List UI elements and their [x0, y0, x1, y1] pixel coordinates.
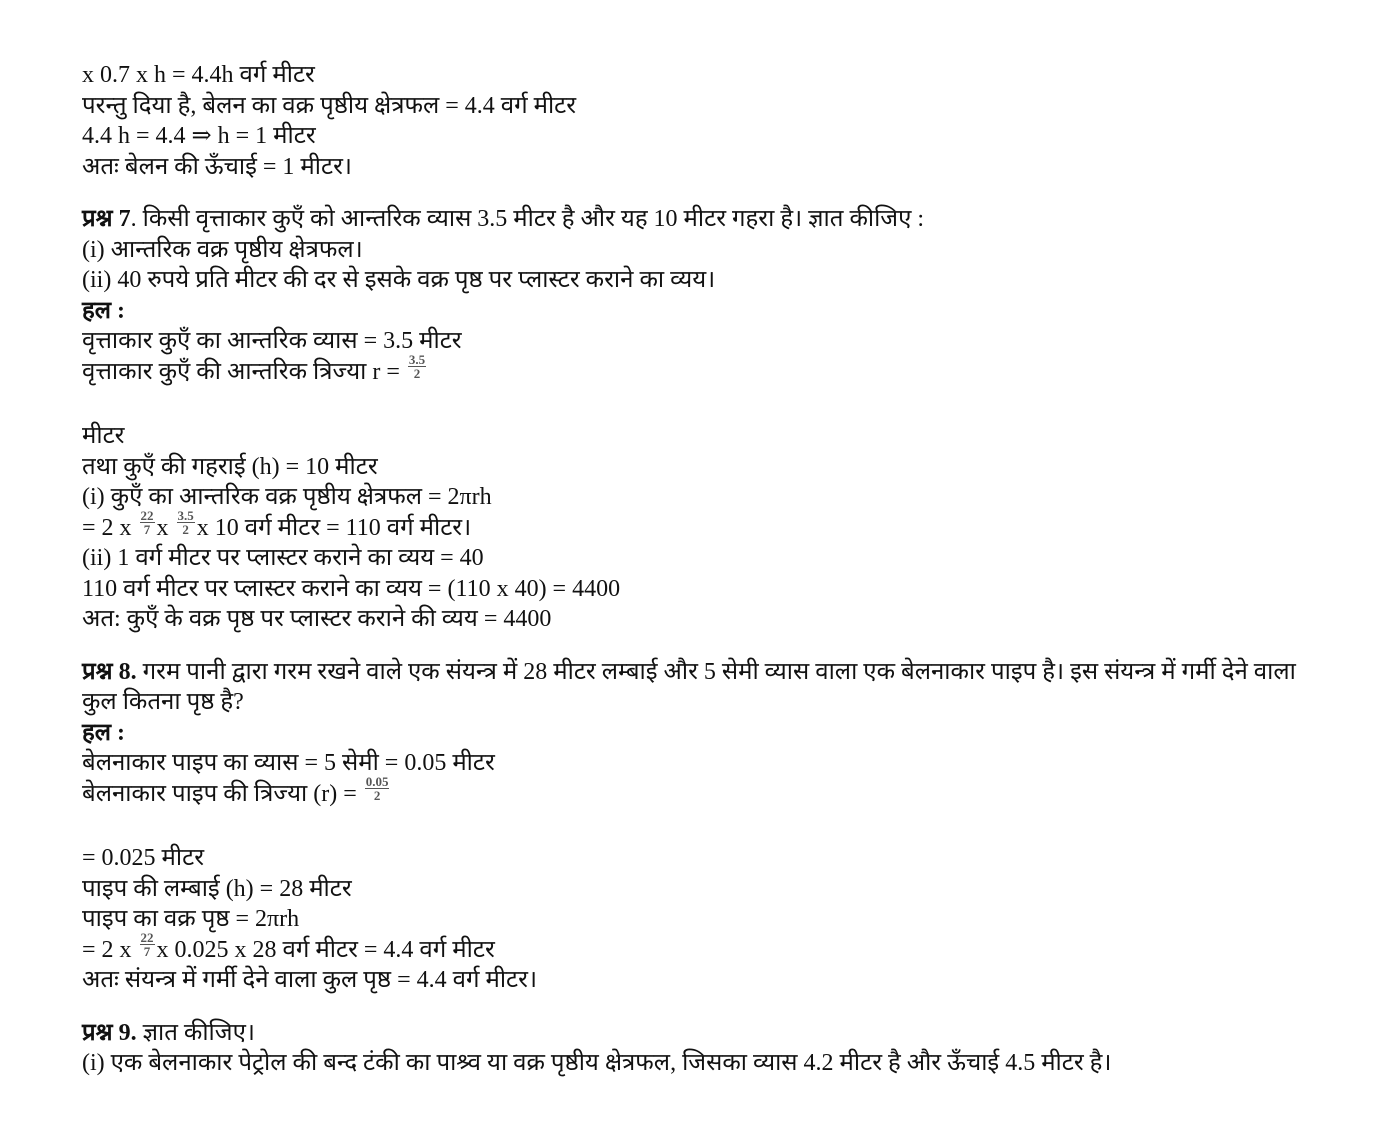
question-7: [82, 204, 1312, 235]
solution-line: (i) कुएँ का आन्तरिक वक्र पृष्ठीय क्षेत्रफल = 2πrh: [82, 484, 492, 510]
document-page: [82, 60, 1312, 1079]
question-text: ज्ञात कीजिए।: [136, 1019, 255, 1046]
question-part: (ii) 40 रुपये प्रति मीटर की दर से इसके वक्र पृष्ठ पर प्लास्टर कराने का व्यय।: [82, 267, 716, 293]
fraction: [408, 353, 426, 380]
question-label: प्रश्न 9.: [82, 1019, 137, 1046]
fraction: [140, 931, 155, 958]
solution-line: = 0.025 मीटर: [82, 845, 205, 871]
solution-line: (ii) 1 वर्ग मीटर पर प्लास्टर कराने का व्यय = 40: [82, 545, 484, 571]
fraction-numerator: 22: [140, 508, 154, 524]
fraction: [177, 509, 195, 536]
text-line: परन्तु दिया है, बेलन का वक्र पृष्ठीय क्षेत्रफल = 4.4 वर्ग मीटर: [82, 92, 577, 119]
solution-line: = 2 x $\frac{22}{7}$ x 0.025 x 28 वर्ग मीटर = 4.4 वर्ग मीटर: [82, 930, 495, 963]
fraction-numerator: 22: [140, 930, 154, 946]
fraction-denominator: 2: [413, 366, 421, 382]
solution-line: पाइप की लम्बाई (h) = 28 मीटर: [82, 875, 352, 902]
question-text: . किसी वृत्ताकार कुएँ को आन्तरिक व्यास 3.5 मीटर है और यह 10 मीटर गहरा है। ज्ञात कीजिए :: [130, 206, 925, 232]
fraction-denominator: 2: [373, 788, 381, 804]
solution-line: वृत्ताकार कुएँ का आन्तरिक व्यास = 3.5 मीटर: [82, 328, 462, 354]
fraction-numerator: 0.05: [365, 774, 389, 790]
fraction: [140, 509, 155, 536]
fraction-denominator: 2: [182, 522, 189, 538]
solution-line: अतः संयन्त्र में गर्मी देने वाला कुल पृष्ठ = 4.4 वर्ग मीटर।: [82, 967, 538, 993]
solution-line: बेलनाकार पाइप की त्रिज्या (r) = $\frac{0.05}{2}$: [82, 774, 389, 807]
text-line: 4.4 h = 4.4 ⇒ h = 1 मीटर: [82, 123, 316, 149]
solution-heading: हल :: [82, 297, 126, 324]
solution-line: तथा कुएँ की गहराई (h) = 10 मीटर: [82, 453, 378, 480]
solution-line: पाइप का वक्र पृष्ठ = 2πrh: [82, 906, 300, 932]
fraction-numerator: 3.5: [177, 508, 194, 524]
question-label: प्रश्न 7: [82, 206, 131, 232]
solution-line: 110 वर्ग मीटर पर प्लास्टर कराने का व्यय = (110 x 40) = 4400: [82, 575, 621, 602]
question-8: [82, 657, 1312, 718]
question-part: (i) एक बेलनाकार पेट्रोल की बन्द टंकी का पाश्र्व या वक्र पृष्ठीय क्षेत्रफल, जिसका व्यास 4.2 मीटर है और ऊँचाई 4.5 मीटर है।: [82, 1050, 1112, 1076]
question-label: प्रश्न 8.: [82, 658, 137, 685]
fraction-denominator: 7: [143, 522, 151, 538]
solution-line: = 2 x $\frac{22}{7}$ x $\frac{3.5}{2}$ x 10 वर्ग मीटर = 110 वर्ग मीटर।: [82, 508, 472, 541]
question-text: गरम पानी द्वारा गरम रखने वाले एक संयन्त्र में 28 मीटर लम्बाई और 5 सेमी व्यास वाला एक बेलनाकार पाइप है। इस संयन्त्र में गर्मी देने वाला कुल कितना पृष्ठ है?: [82, 658, 1296, 715]
solution-line: वृत्ताकार कुएँ की आन्तरिक त्रिज्या r = $\frac{3.5}{2}$: [82, 352, 426, 385]
solution-line: मीटर: [82, 423, 125, 449]
fraction: [365, 775, 390, 802]
text-line: अतः बेलन की ऊँचाई = 1 मीटर।: [82, 153, 352, 180]
question-9: [82, 1018, 1312, 1049]
solution-heading: हल :: [82, 719, 126, 746]
text-line: x 0.7 x h = 4.4h वर्ग मीटर: [82, 62, 315, 88]
question-part: (i) आन्तरिक वक्र पृष्ठीय क्षेत्रफल।: [82, 236, 363, 263]
solution-line: अत: कुएँ के वक्र पृष्ठ पर प्लास्टर कराने की व्यय = 4400: [82, 606, 552, 632]
solution-line: बेलनाकार पाइप का व्यास = 5 सेमी = 0.05 मीटर: [82, 750, 495, 776]
fraction-numerator: 3.5: [408, 352, 426, 368]
fraction-denominator: 7: [143, 944, 151, 960]
